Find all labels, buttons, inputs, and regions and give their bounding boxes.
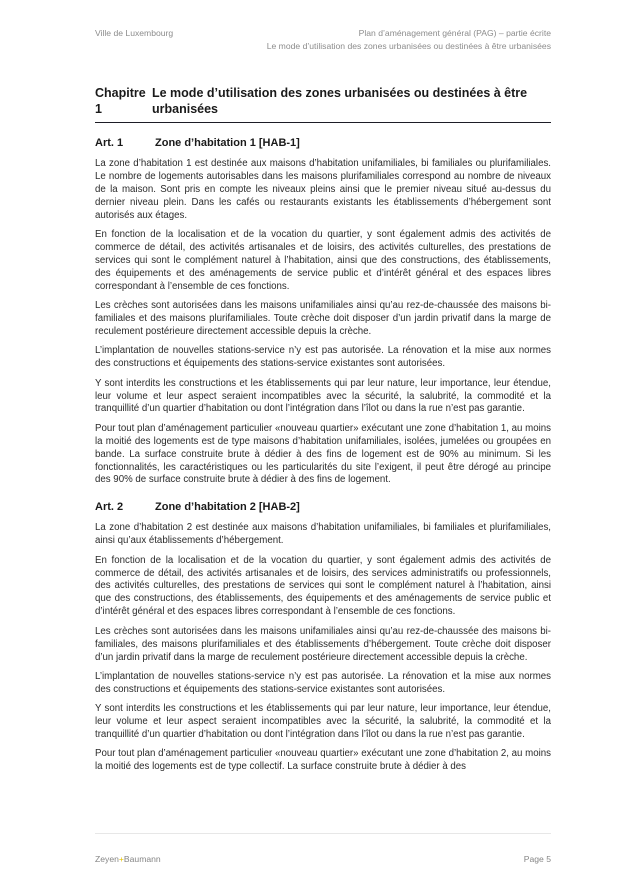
article-paragraph: Y sont interdits les constructions et les établissements qui par leur nature, leur importance, leur étendue, leur volume et leur aspect seraient incompatibles avec la sécurité, la salubrité, la commodité et la tranquillité d’un quartier d’habitation ou dont l’intégration dans l’îlot ou dans la rue n’est pas garantie. [95,377,551,415]
article-2-title: Zone d’habitation 2 [HAB-2] [155,501,300,514]
brand-baumann: Baumann [123,854,161,864]
article-1-label: Art. 1 [95,137,124,149]
article-paragraph: L’implantation de nouvelles stations-service n’y est pas autorisée. La rénovation et la mise aux normes des constructions et équipements des stations-service existantes sont autorisées. [95,670,551,695]
footer-brand [95,854,161,864]
page-header [95,27,551,53]
article-paragraph: La zone d’habitation 2 est destinée aux maisons d’habitation unifamiliales, bi familiales et plurifamiliales, ainsi qu’aux établissements d’hébergement. [95,522,551,547]
article-2-heading [95,501,551,514]
article-paragraph: En fonction de la localisation et de la vocation du quartier, y sont également admis des activités de commerce de détail, des activités artisanales et de loisirs, des activités culturelles, des prestations de services qui sont le complément naturel à l’habitation, ainsi que des constructions, des établissements, des équipements et des aménagements de service public et d’intérêt général et des espaces libres correspondant à l’ensemble de ces fonctions. [95,229,551,292]
article-paragraph: Pour tout plan d’aménagement particulier «nouveau quartier» exécutant une zone d’habitation 1, au moins la moitié des logements est de type maisons d’habitation unifamiliales, isolées, jumelées ou groupées en bande. La surface construite brute à dédier à des fins de logement est de 90% au minimum. Si les fonctionnalités, les caractéristiques ou les particularités du site l’exigent, il peut être dérogé au principe des 90% de surface construite brute à dédier à des fins de logement. [95,422,551,486]
chapter-heading [95,86,551,123]
page-body [95,86,551,781]
brand-zeyen: Zeyen [95,854,119,864]
article-paragraph: Les crèches sont autorisées dans les maisons unifamiliales ainsi qu’au rez-de-chaussée des maisons bi-familiales, des maisons plurifamiliales et des établissements d’hébergement. Toute crèche doit disposer d’un jardin privatif dans la marge de reculement postérieure directement accessible depuis la crèche. [95,625,551,663]
article-1-title: Zone d’habitation 1 [HAB-1] [155,137,300,149]
header-doc-subtitle: Le mode d’utilisation des zones urbanisées ou destinées à être urbanisées [266,41,551,51]
header-city: Ville de Luxembourg [95,28,174,38]
header-doc-title: Plan d’aménagement général (PAG) – partie écrite [358,28,551,38]
article-1-heading [95,137,551,150]
article-paragraph: En fonction de la localisation et de la vocation du quartier, y sont également admis des activités de commerce de détail, des activités artisanales et de loisirs, des services administratifs ou professionnels, des activités culturelles, des prestations de services qui sont le complément naturel à l’habitation, ainsi que des constructions, des établissements, des équipements et des aménagements de service public et d’intérêt général et des espaces libres correspondant à l’ensemble de ces fonctions. [95,554,551,618]
chapter-title: Le mode d’utilisation des zones urbanisées ou destinées à être urbanisées [152,86,528,116]
article-paragraph: Y sont interdits les constructions et les établissements qui par leur nature, leur importance, leur étendue, leur volume et leur aspect seraient incompatibles avec la sécurité, la salubrité, la commodité et la tranquillité d’un quartier d’habitation ou dont l’intégration dans l’îlot ou dans la rue n’est pas garantie. [95,703,551,741]
article-paragraph: Les crèches sont autorisées dans les maisons unifamiliales ainsi qu’au rez-de-chaussée des maisons bi-familiales et des maisons plurifamiliales. Toute crèche doit disposer d’un jardin privatif dans la marge de reculement postérieure directement accessible depuis la crèche. [95,300,551,337]
article-paragraph: L’implantation de nouvelles stations-service n’y est pas autorisée. La rénovation et la mise aux normes des constructions et équipements des stations-service existantes sont autorisées. [95,345,551,370]
article-paragraph: La zone d’habitation 1 est destinée aux maisons d’habitation unifamiliales, bi familiales ou plurifamiliales. Le nombre de logements autorisables dans les maisons plurifamiliales correspond au nombre de niveaux de la maison. Sont pris en compte les niveaux pleins ainsi que le premier niveau situé au-dessus du dernier niveau plein. Dans les cafés ou restaurants existants les établissements d’hébergement sont autorisés aux étages. [95,158,551,221]
header-document-info [267,27,551,53]
page-footer [95,854,551,864]
footer-divider [95,833,551,834]
article-2-label: Art. 2 [95,501,124,514]
chapter-label: Chapitre 1 [95,86,146,116]
article-paragraph: Pour tout plan d’aménagement particulier «nouveau quartier» exécutant une zone d’habitation 2, au moins la moitié des logements est de type collectif. La surface construite brute à dédier à des [95,748,551,773]
brand-plus-icon: + [118,854,124,864]
page-number: Page 5 [523,854,551,864]
